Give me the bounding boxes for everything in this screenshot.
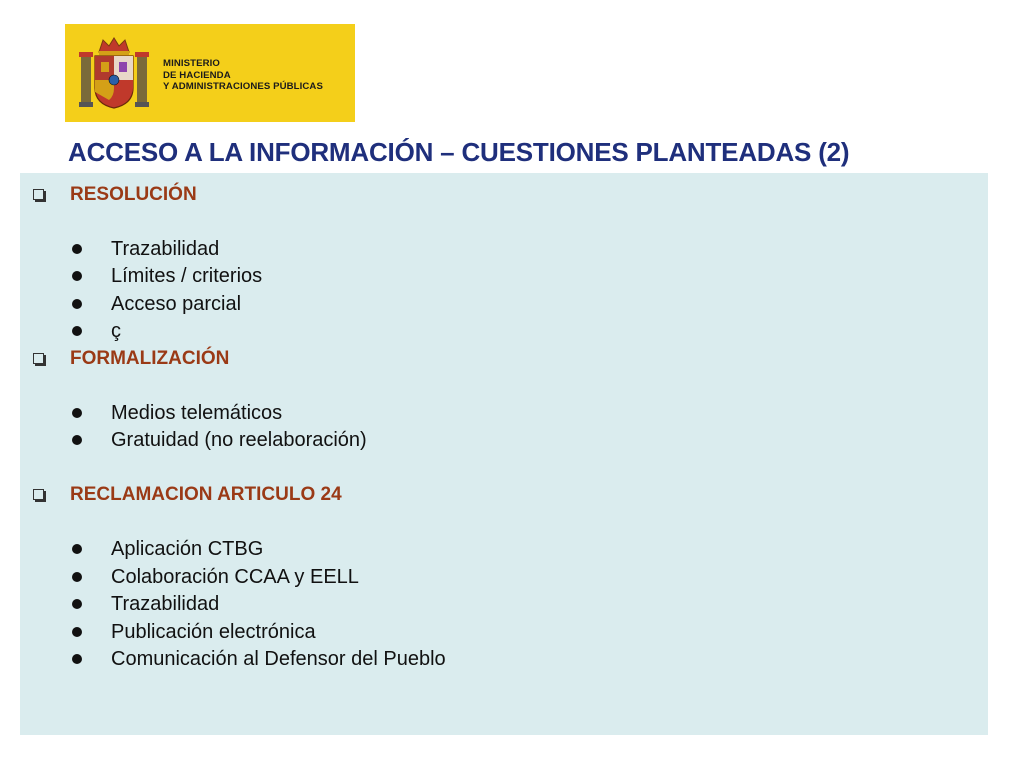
list-item-label: Medios telemáticos: [111, 402, 283, 424]
section-label: RESOLUCIÓN: [70, 184, 197, 205]
list-item-label: Límites / criterios: [111, 265, 263, 287]
slide-title: ACCESO A LA INFORMACIÓN – CUESTIONES PLANTEADAS (2): [68, 137, 850, 167]
bullet-icon: [72, 599, 82, 609]
logo-line: Y ADMINISTRACIONES PÚBLICAS: [163, 81, 323, 92]
list-item-label: Aplicación CTBG: [111, 538, 264, 560]
list-item-label: Acceso parcial: [111, 293, 242, 315]
checkbox-bullet-icon: [33, 489, 44, 500]
logo-line: DE HACIENDA: [163, 69, 231, 81]
section-label: RECLAMACION ARTICULO 24: [70, 484, 342, 505]
bullet-icon: [72, 299, 82, 309]
list-item-label: Publicación electrónica: [111, 621, 316, 643]
bullet-icon: [72, 271, 82, 281]
bullet-icon: [72, 408, 82, 418]
bullet-icon: [72, 544, 82, 554]
list-item-label: Gratuidad (no reelaboración): [111, 429, 367, 451]
list-item-label: Comunicación al Defensor del Pueblo: [111, 648, 446, 670]
content-panel: [20, 173, 988, 735]
section-label: FORMALIZACIÓN: [70, 348, 230, 369]
list-item-label: ç: [111, 320, 121, 342]
list-item-label: Colaboración CCAA y EELL: [111, 566, 359, 588]
list-item-label: Trazabilidad: [111, 238, 220, 260]
checkbox-bullet-icon: [33, 189, 44, 200]
bullet-icon: [72, 654, 82, 664]
logo-line: MINISTERIO: [163, 58, 220, 69]
bullet-icon: [72, 326, 82, 336]
list-item-label: Trazabilidad: [111, 593, 220, 615]
coat-of-arms-icon: [79, 36, 149, 112]
bullet-icon: [72, 572, 82, 582]
bullet-icon: [72, 627, 82, 637]
logo-text: [163, 58, 323, 93]
ministry-logo: [65, 24, 355, 122]
checkbox-bullet-icon: [33, 353, 44, 364]
bullet-icon: [72, 244, 82, 254]
bullet-icon: [72, 435, 82, 445]
